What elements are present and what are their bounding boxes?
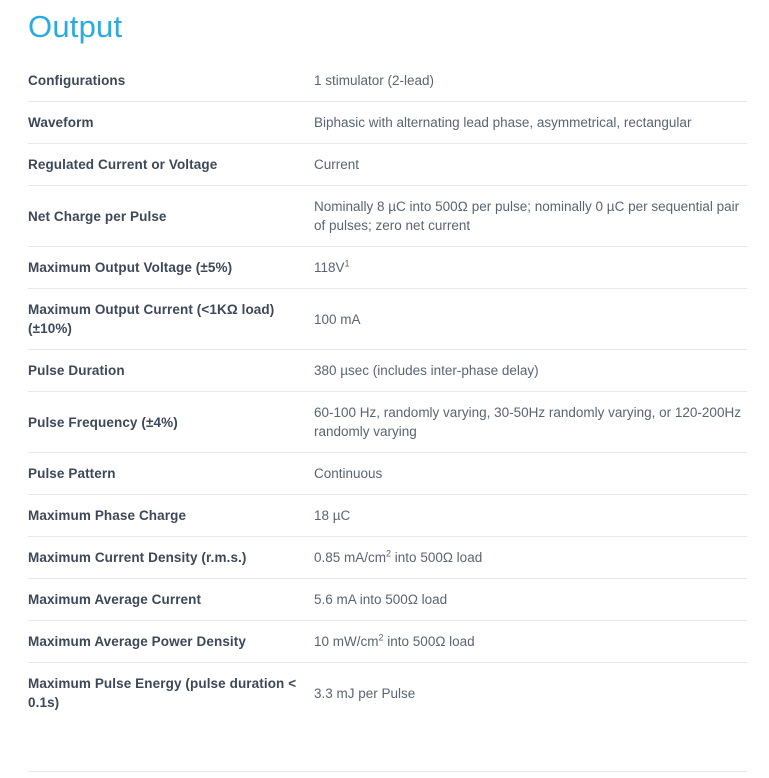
row-label: Maximum Output Voltage (±5%) bbox=[28, 247, 314, 289]
row-label: Configurations bbox=[28, 73, 126, 88]
specification-page bbox=[0, 8, 769, 778]
table-body bbox=[28, 60, 747, 723]
row-label: Maximum Average Current bbox=[28, 579, 314, 621]
table-row bbox=[28, 621, 747, 663]
table-row bbox=[28, 102, 747, 144]
row-value bbox=[314, 537, 747, 579]
row-label: Maximum Current Density (r.m.s.) bbox=[28, 537, 314, 579]
row-label: Maximum Phase Charge bbox=[28, 495, 314, 537]
footnote-marker: 1 bbox=[344, 258, 350, 269]
row-label: Regulated Current or Voltage bbox=[28, 144, 314, 186]
table-row bbox=[28, 495, 747, 537]
row-value: 60-100 Hz, randomly varying, 30-50Hz randomly varying, or 120-200Hz randomly varying bbox=[314, 392, 747, 453]
table-row bbox=[28, 392, 747, 453]
row-value: 18 µC bbox=[314, 495, 747, 537]
row-value-suffix: into 500Ω load bbox=[391, 550, 483, 565]
row-label: Waveform bbox=[28, 102, 314, 144]
table-row bbox=[28, 663, 747, 724]
table-row bbox=[28, 350, 747, 392]
row-value: Nominally 8 µC into 500Ω per pulse; nominally 0 µC per sequential pair of pulses; zero net current bbox=[314, 186, 747, 247]
row-value: 3.3 mJ per Pulse bbox=[314, 663, 747, 724]
superscript-exponent: 2 bbox=[386, 548, 392, 559]
row-value: 1 stimulator (2-lead) bbox=[314, 73, 435, 88]
row-label: Maximum Average Power Density bbox=[28, 621, 314, 663]
bottom-divider bbox=[28, 771, 747, 772]
row-value bbox=[314, 621, 747, 663]
table-row bbox=[28, 60, 747, 102]
table-row bbox=[28, 579, 747, 621]
table-row bbox=[28, 144, 747, 186]
table-row bbox=[28, 537, 747, 579]
row-value: Continuous bbox=[314, 453, 747, 495]
row-label: Pulse Frequency (±4%) bbox=[28, 392, 314, 453]
output-specifications-table bbox=[28, 60, 747, 723]
row-value-text: 118V bbox=[314, 260, 345, 275]
row-value-prefix: 10 mW/cm bbox=[314, 634, 379, 649]
page-title: Output bbox=[28, 9, 123, 44]
row-value: 100 mA bbox=[314, 289, 747, 350]
row-value: Current bbox=[314, 144, 747, 186]
row-value-prefix: 0.85 mA/cm bbox=[314, 550, 387, 565]
table-row bbox=[28, 247, 747, 289]
row-value bbox=[314, 247, 747, 289]
row-value: 5.6 mA into 500Ω load bbox=[314, 579, 747, 621]
row-label: Pulse Duration bbox=[28, 350, 314, 392]
row-value: Biphasic with alternating lead phase, asymmetrical, rectangular bbox=[314, 102, 747, 144]
row-label: Net Charge per Pulse bbox=[28, 186, 314, 247]
row-value: 380 µsec (includes inter-phase delay) bbox=[314, 350, 747, 392]
row-label: Pulse Pattern bbox=[28, 453, 314, 495]
table-row bbox=[28, 186, 747, 247]
row-value-suffix: into 500Ω load bbox=[383, 634, 475, 649]
row-label: Maximum Output Current (<1KΩ load) (±10%) bbox=[28, 289, 314, 350]
row-label: Maximum Pulse Energy (pulse duration < 0.1s) bbox=[28, 663, 314, 724]
table-row bbox=[28, 453, 747, 495]
superscript-exponent: 2 bbox=[378, 632, 384, 643]
table-row bbox=[28, 289, 747, 350]
